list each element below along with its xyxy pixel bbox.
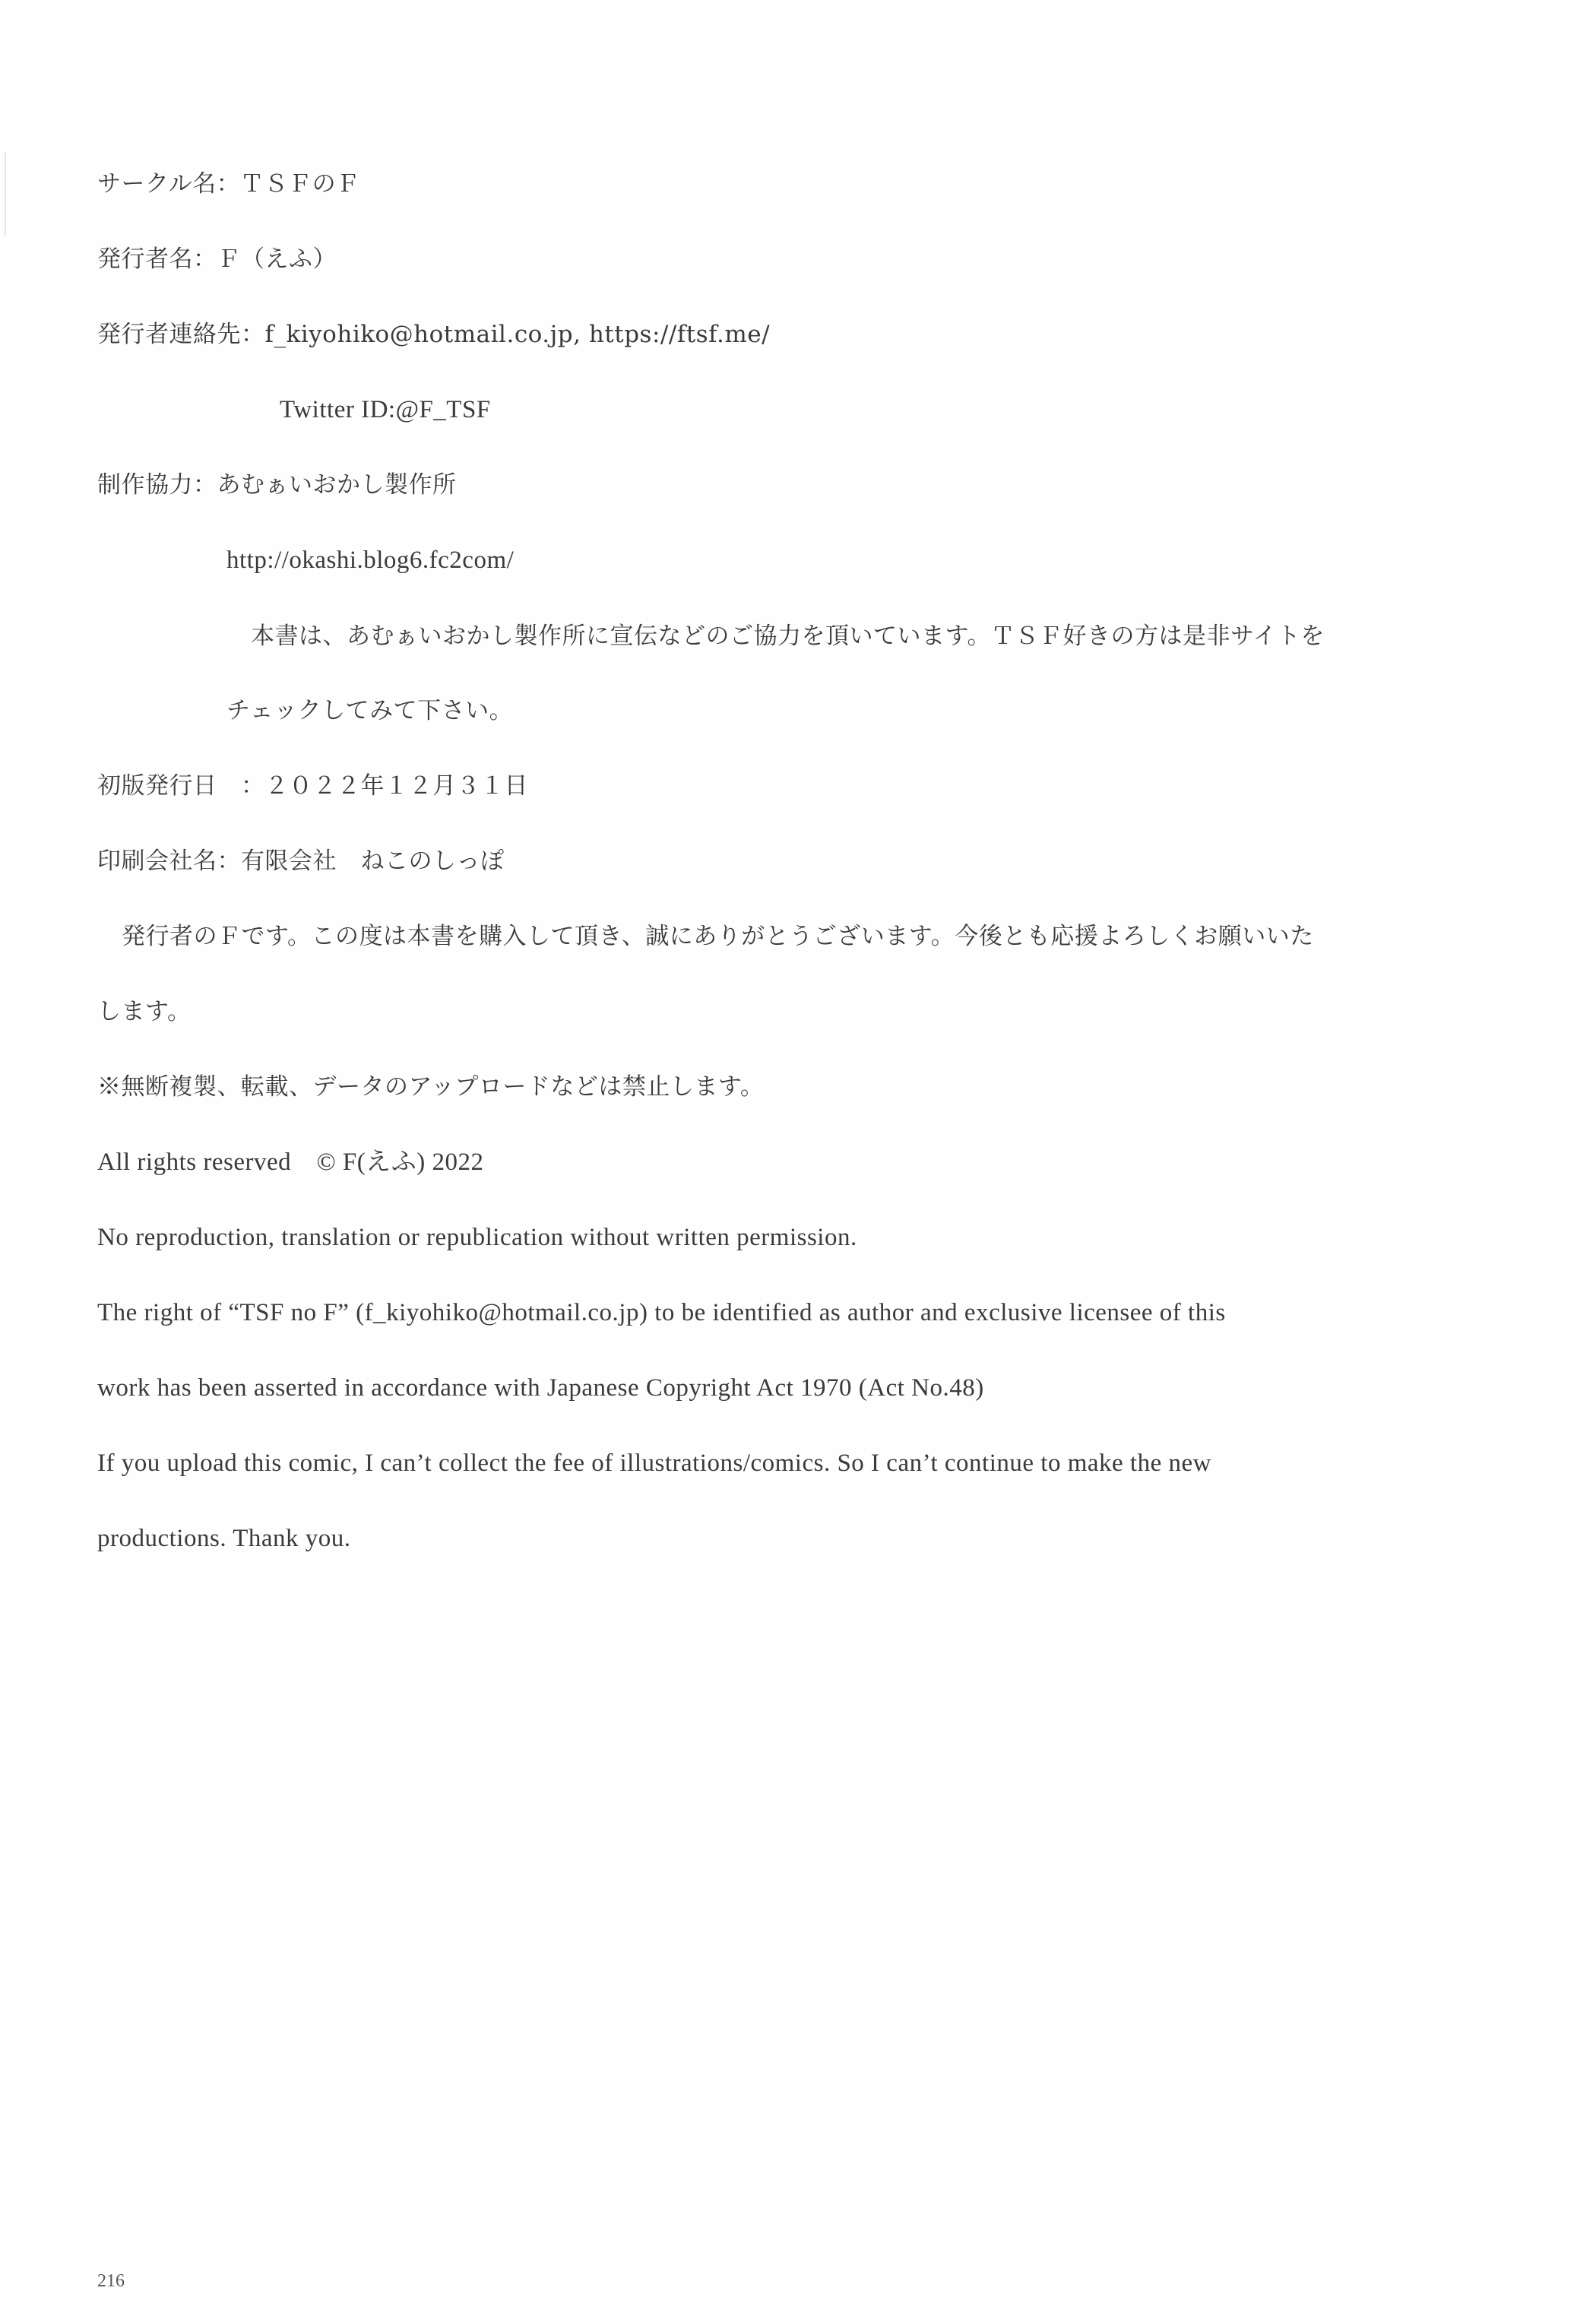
twitter-id: Twitter ID:@F_TSF — [280, 396, 491, 423]
author-right-line-2: work has been asserted in accordance with Japanese Copyright Act 1970 (Act No.48) — [97, 1374, 984, 1402]
publisher-name: 発行者名：Ｆ（えふ） — [97, 246, 337, 273]
publisher-message-line-1: 発行者のＦです。この度は本書を購入して頂き、誠にありがとうございます。今後とも応援よろしくお願いいた — [122, 923, 1314, 950]
no-reproduction: No reproduction, translation or republication without written permission. — [97, 1224, 857, 1251]
upload-notice-line-1: If you upload this comic, I can’t collect the fee of illustrations/comics. So I can’t continue to make the new — [97, 1450, 1211, 1477]
first-edition-date: 初版発行日 ：２０２２年１２月３１日 — [97, 772, 528, 800]
rights-reserved: All rights reserved © F(えふ) 2022 — [97, 1149, 484, 1176]
cooperation: 制作協力：あむぁいおかし製作所 — [97, 471, 457, 499]
printer-name: 印刷会社名：有限会社 ねこのしっぽ — [97, 848, 505, 875]
author-right-line-1: The right of “TSF no F” (f_kiyohiko@hotmail.co.jp) to be identified as author and exclusive licensee of this — [97, 1299, 1226, 1326]
page-number: 216 — [97, 2271, 125, 2291]
circle-name: サークル名：ＴＳＦのＦ — [97, 170, 360, 198]
upload-notice-line-2: productions. Thank you. — [97, 1525, 351, 1552]
cooperation-note-line-1: 本書は、あむぁいおかし製作所に宣伝などのご協力を頂いています。ＴＳＦ好きの方は是非サイトを — [251, 623, 1325, 650]
cooperation-note-line-2: チェックしてみて下さい。 — [226, 697, 514, 724]
publisher-contact: 発行者連絡先：f_kiyohiko@hotmail.co.jp, https://ftsf.me/ — [97, 321, 771, 348]
publisher-message-line-2: します。 — [97, 998, 192, 1025]
cooperation-url: http://okashi.blog6.fc2com/ — [226, 547, 515, 574]
scan-edge-mark — [5, 152, 6, 236]
prohibition-notice: ※無断複製、転載、データのアップロードなどは禁止します。 — [97, 1073, 765, 1101]
